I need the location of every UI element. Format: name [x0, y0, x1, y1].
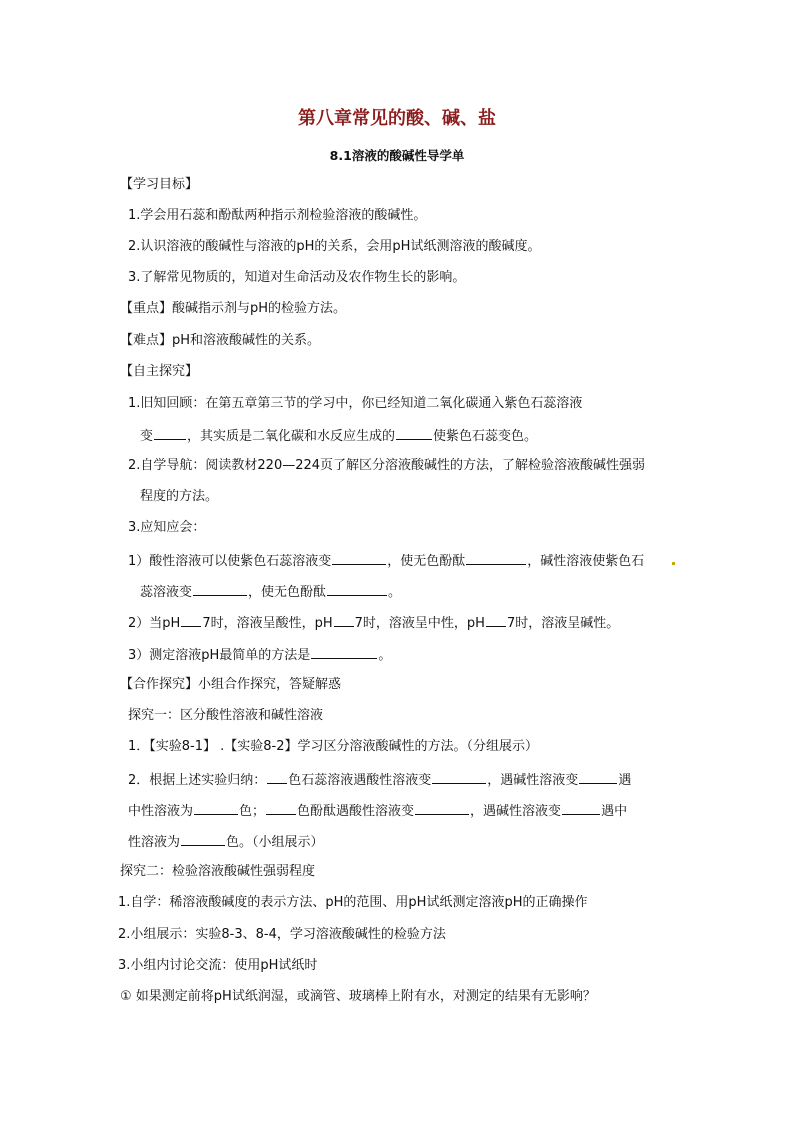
yellow-dot-mark — [672, 562, 675, 565]
answer-blank[interactable] — [486, 613, 506, 627]
text-segment: 中性溶液为 — [128, 804, 194, 819]
objectives-heading: 【学习目标】 — [120, 177, 199, 192]
text-segment: ，使无色酚酞 — [387, 554, 466, 569]
text-segment: ，遇碱性溶液变 — [470, 804, 562, 819]
text-segment: 。 — [378, 648, 392, 663]
text-segment: 变 — [140, 429, 154, 444]
text-segment: 3）测定溶液pH最简单的方法是 — [128, 648, 311, 663]
text-segment: 7时，溶液呈酸性，pH — [202, 616, 333, 631]
review-line-1: 1.旧知回顾：在第五章第三节的学习中，你已经知道二氧化碳通入紫色石蕊溶液 — [128, 396, 583, 411]
review-line-2 — [140, 426, 537, 446]
answer-blank[interactable] — [266, 801, 296, 815]
objective-item: 3.了解常见物质的，知道对生命活动及农作物生长的影响。 — [128, 270, 466, 285]
guide-line-2: 程度的方法。 — [140, 489, 219, 504]
section-subtitle: 8.1溶液的酸碱性导学单 — [329, 148, 465, 163]
objective-item: 1.学会用石蕊和酚酞两种指示剂检验溶液的酸碱性。 — [128, 208, 427, 223]
answer-blank[interactable] — [181, 832, 225, 846]
text-segment: 。 — [388, 585, 402, 600]
answer-blank[interactable] — [334, 613, 354, 627]
explore-1-item-2-line-2 — [128, 801, 627, 821]
answer-blank[interactable] — [562, 801, 600, 815]
text-segment: 7时，溶液呈碱性。 — [506, 616, 620, 631]
text-segment: 2）当pH — [128, 616, 181, 631]
text-segment: 性溶液为 — [128, 835, 181, 850]
explore-2-title: 探究二：检验溶液酸碱性强弱程度 — [120, 864, 316, 879]
answer-blank[interactable] — [193, 582, 247, 596]
question-3 — [128, 645, 391, 665]
text-segment: ，碱性溶液使紫色石 — [527, 554, 645, 569]
text-segment: 遇中 — [601, 804, 628, 819]
text-segment: 1）酸性溶液可以使紫色石蕊溶液变 — [128, 554, 332, 569]
answer-blank[interactable] — [181, 613, 201, 627]
guide-line-1: 2.自学导航：阅读教材220—224页了解区分溶液酸碱性的方法，了解检验溶液酸碱性强弱 — [128, 458, 646, 473]
answer-blank[interactable] — [194, 801, 238, 815]
explore-2-item-2: 2.小组展示：实验8-3、8-4，学习溶液酸碱性的检验方法 — [118, 927, 446, 942]
answer-blank[interactable] — [579, 770, 617, 784]
chapter-title: 第八章常见的酸、碱、盐 — [298, 108, 496, 129]
question-1-line-2 — [140, 582, 401, 602]
explore-2-question-1: ① 如果测定前将pH试纸润湿，或滴管、玻璃棒上附有水，对测定的结果有无影响？ — [120, 989, 596, 1004]
text-segment: ，其实质是二氧化碳和水反应生成的 — [187, 429, 396, 444]
explore-1-item-1: 1．【实验8-1】 .【实验8-2】学习区分溶液酸碱性的方法。（分组展示） — [128, 739, 539, 754]
cooperation-heading: 【合作探究】小组合作探究，答疑解惑 — [120, 677, 342, 692]
should-know-heading: 3.应知应会： — [128, 520, 206, 535]
text-segment: ，使无色酚酞 — [248, 585, 327, 600]
explore-2-item-1: 1.自学：稀溶液酸碱度的表示方法、pH的范围、用pH试纸测定溶液pH的正确操作 — [118, 895, 588, 910]
text-segment: ，遇碱性溶液变 — [487, 773, 579, 788]
answer-blank[interactable] — [154, 426, 186, 440]
answer-blank[interactable] — [267, 770, 287, 784]
key-point: 【重点】酸碱指示剂与pH的检验方法。 — [120, 301, 347, 316]
text-segment: 色。（小组展示） — [226, 835, 324, 850]
text-segment: 色酚酞遇酸性溶液变 — [297, 804, 415, 819]
explore-1-item-2-line-3 — [128, 832, 324, 852]
text-segment: 蕊溶液变 — [140, 585, 193, 600]
explore-1-item-2-line-1 — [128, 770, 631, 790]
question-1-line-1 — [128, 551, 644, 571]
explore-1-title: 探究一：区分酸性溶液和碱性溶液 — [128, 708, 324, 723]
objective-item: 2.认识溶液的酸碱性与溶液的pH的关系，会用pH试纸测溶液的酸碱度。 — [128, 239, 541, 254]
answer-blank[interactable] — [311, 645, 377, 659]
text-segment: 色石蕊溶液遇酸性溶液变 — [288, 773, 432, 788]
answer-blank[interactable] — [327, 582, 387, 596]
question-2 — [128, 613, 619, 633]
self-study-heading: 【自主探究】 — [120, 364, 199, 379]
text-segment: 遇 — [618, 773, 632, 788]
answer-blank[interactable] — [466, 551, 526, 565]
text-segment: 使紫色石蕊变色。 — [433, 429, 538, 444]
text-segment: 7时，溶液呈中性，pH — [354, 616, 485, 631]
answer-blank[interactable] — [432, 770, 486, 784]
answer-blank[interactable] — [332, 551, 386, 565]
difficulty: 【难点】pH和溶液酸碱性的关系。 — [120, 333, 321, 348]
text-segment: 色； — [239, 804, 266, 819]
explore-2-item-3: 3.小组内讨论交流：使用pH试纸时 — [118, 958, 318, 973]
text-segment: 2．根据上述实验归纳： — [128, 773, 267, 788]
answer-blank[interactable] — [415, 801, 469, 815]
answer-blank[interactable] — [396, 426, 432, 440]
